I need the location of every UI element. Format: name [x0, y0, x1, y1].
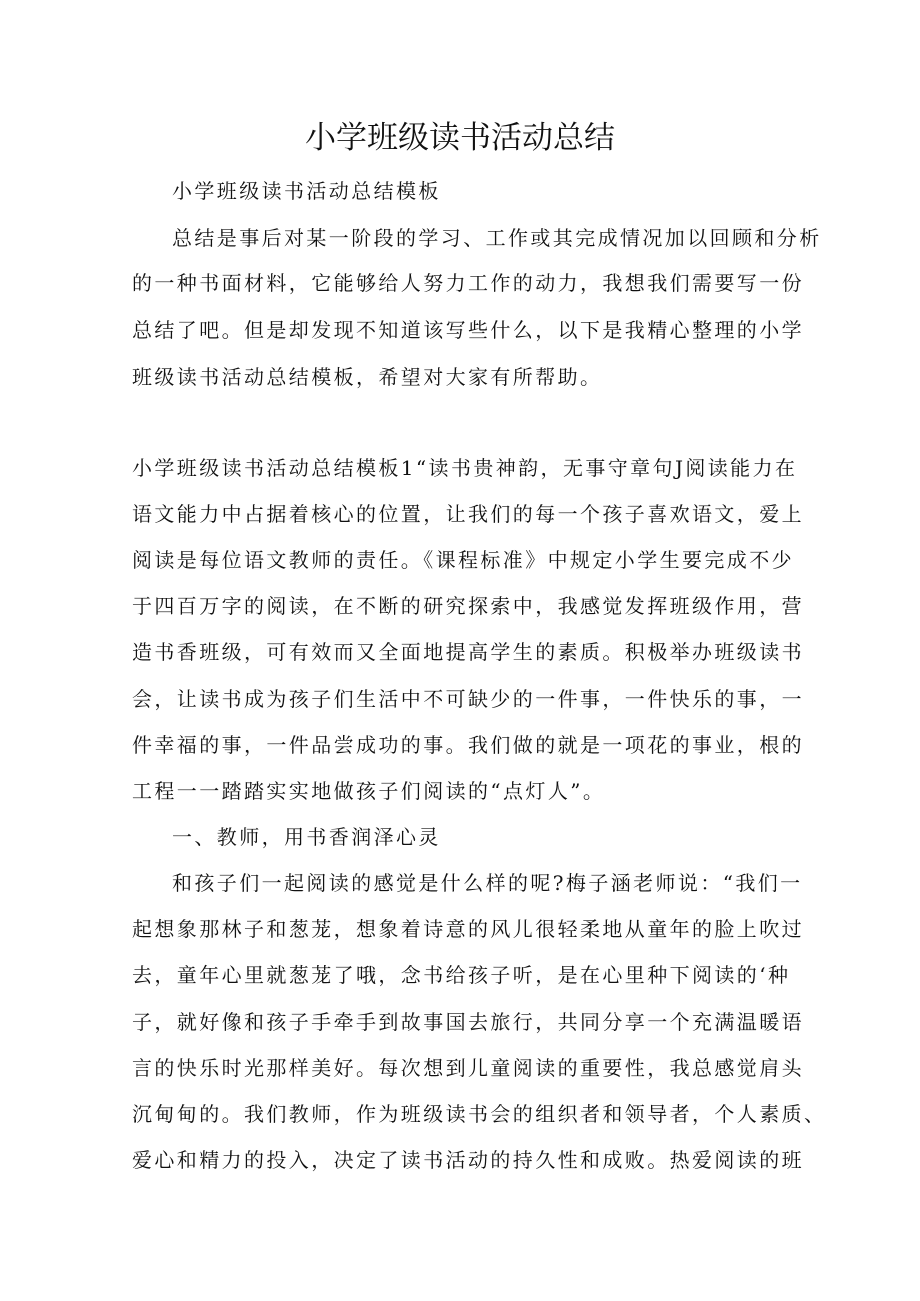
- section1-line: 小学班级读书活动总结模板1“读书贵神韵，无事守章句J阅读能力在: [132, 456, 798, 480]
- intro-line: 的一种书面材料，它能够给人努力工作的动力，我想我们需要写一份: [132, 271, 804, 295]
- para2-line: 言的快乐时光那样美好。每次想到儿童阅读的重要性，我总感觉肩头: [132, 1056, 804, 1080]
- document-subtitle: 小学班级读书活动总结模板: [172, 179, 441, 203]
- para2-line: 去，童年心里就葱茏了哦，念书给孩子听，是在心里种下阅读的‘种: [132, 963, 791, 987]
- section1-line: 工程一一踏踏实实地做孩子们阅读的“点灯人”。: [132, 779, 606, 803]
- section1-line: 件幸福的事，一件品尝成功的事。我们做的就是一项花的事业，根的: [132, 733, 804, 757]
- para2-line: 和孩子们一起阅读的感觉是什么样的呢?梅子涵老师说：“我们一: [172, 871, 803, 895]
- intro-line: 总结了吧。但是却发现不知道该写些什么，以下是我精心整理的小学: [132, 318, 804, 342]
- para2-line: 爱心和精力的投入，决定了读书活动的持久性和成败。热爱阅读的班: [132, 1148, 804, 1172]
- intro-line: 总结是事后对某一阶段的学习、工作或其完成情况加以回顾和分析: [172, 226, 822, 250]
- section1-line: 于四百万字的阅读，在不断的研究探索中，我感觉发挥班级作用，营: [132, 594, 804, 618]
- intro-line: 班级读书活动总结模板，希望对大家有所帮助。: [132, 365, 603, 389]
- section1-line: 阅读是每位语文教师的责任。《课程标准》中规定小学生要完成不少: [132, 548, 794, 572]
- section-heading: 一、教师，用书香润泽心灵: [172, 825, 441, 849]
- section1-line: 会，让读书成为孩子们生活中不可缺少的一件事，一件快乐的事，一: [132, 687, 804, 711]
- para2-line: 起想象那林子和葱茏，想象着诗意的风儿很轻柔地从童年的脸上吹过: [132, 917, 804, 941]
- section1-line: 造书香班级，可有效而又全面地提高学生的素质。积极举办班级读书: [132, 640, 804, 664]
- para2-line: 沉甸甸的。我们教师，作为班级读书会的组织者和领导者，个人素质、: [132, 1102, 827, 1126]
- document-title: 小学班级读书活动总结: [305, 120, 615, 156]
- section1-line: 语文能力中占据着核心的位置，让我们的每一个孩子喜欢语文，爱上: [132, 502, 804, 526]
- para2-line: 子，就好像和孩子手牵手到故事国去旅行，共同分享一个充满温暖语: [132, 1010, 804, 1034]
